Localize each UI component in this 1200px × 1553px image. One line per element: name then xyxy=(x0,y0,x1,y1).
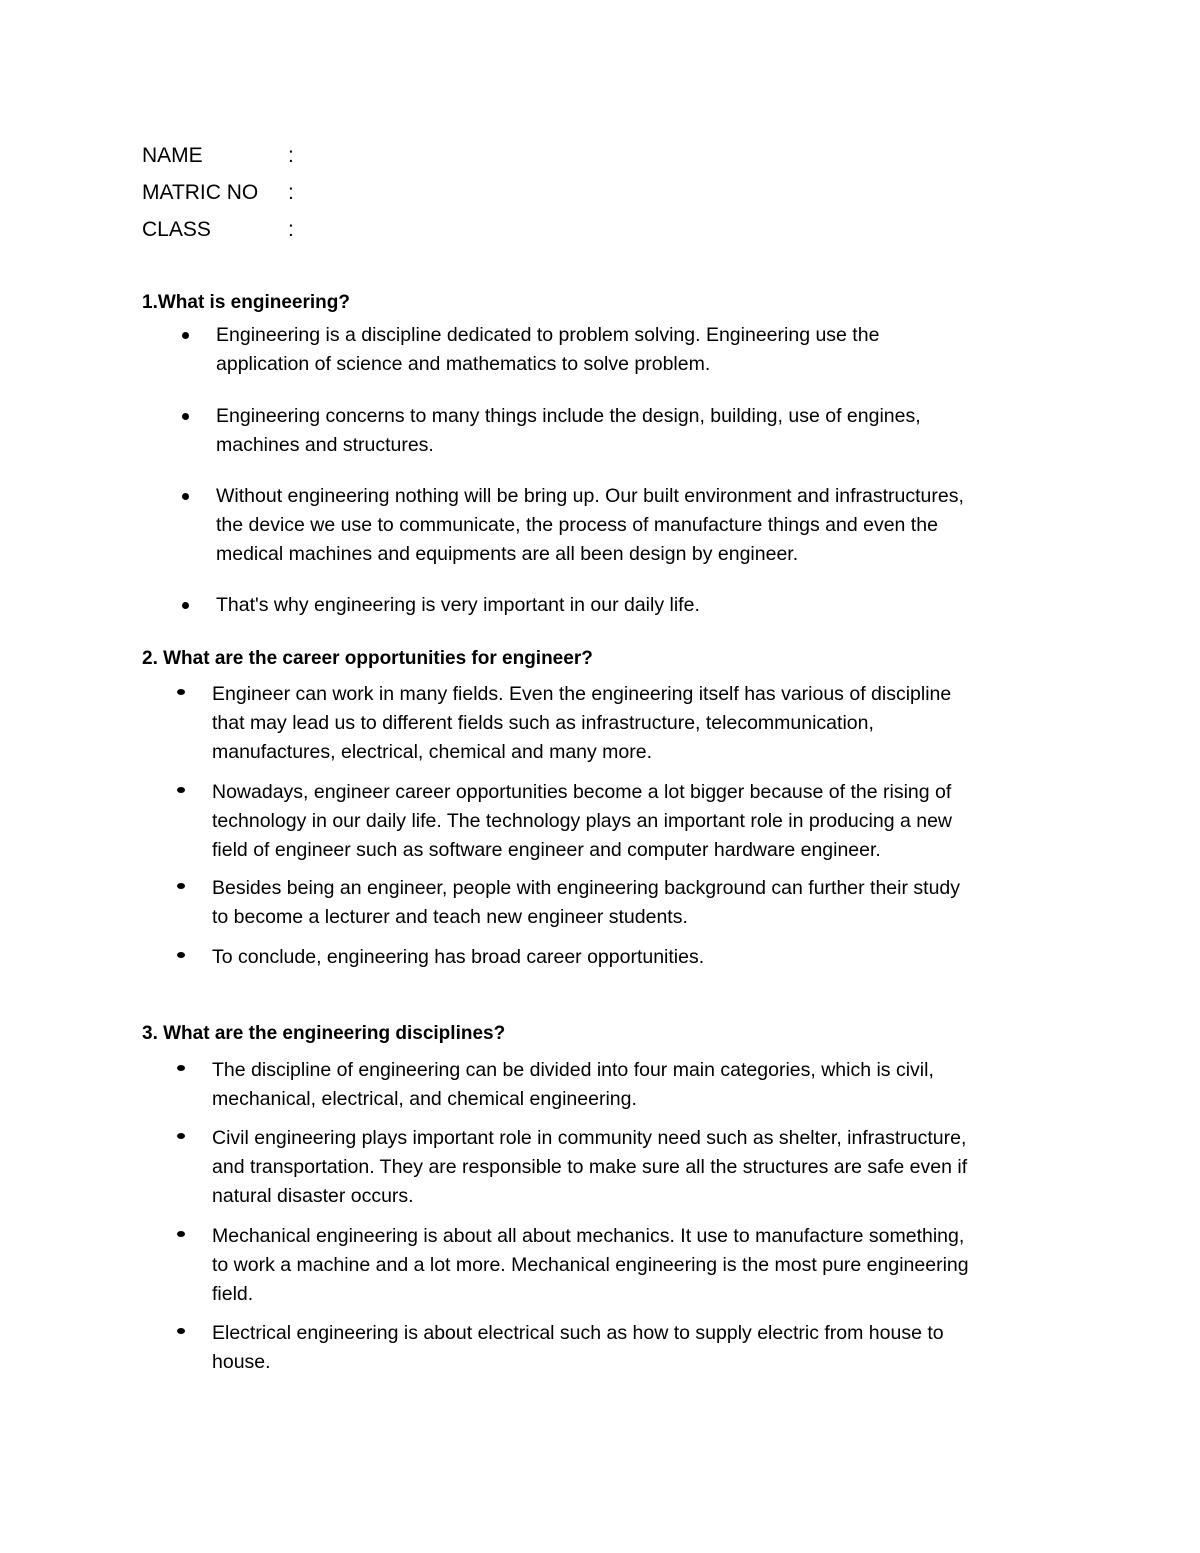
q1-bullet-3-text: Without engineering nothing will be bring up. Our built environment and infrastructures, the device we use to communicate, the process of manufacture things and even the medical machines and equipments are all been design by engineer. xyxy=(216,485,964,565)
q3-bullet-2 xyxy=(142,1124,967,1211)
q1-bullet-4-text: That's why engineering is very important in our daily life. xyxy=(216,594,700,616)
q2-bullet-4-text: To conclude, engineering has broad career opportunities. xyxy=(212,946,705,968)
q2-bullet-3 xyxy=(142,874,960,932)
q3-bullet-1-text: The discipline of engineering can be divided into four main categories, which is civil, mechanical, electrical, and chemical engineering. xyxy=(212,1059,934,1110)
bullet-icon xyxy=(177,1133,185,1139)
class-colon: : xyxy=(288,218,294,241)
q2-bullet-1-text: Engineer can work in many fields. Even the engineering itself has various of discipline that may lead us to different fields such as infrastructure, telecommunication, manufactures, electrical, chemical and many more. xyxy=(212,683,952,763)
q1-bullet-2-text: Engineering concerns to many things include the design, building, use of engines, machines and structures. xyxy=(216,405,921,456)
matric-colon: : xyxy=(288,181,294,204)
bullet-icon xyxy=(177,1065,185,1071)
q2-bullet-1 xyxy=(142,680,951,767)
q1-bullet-2 xyxy=(142,402,921,460)
q2-bullet-2-text: Nowadays, engineer career opportunities become a lot bigger because of the rising of technology in our daily life. The technology plays an important role in producing a new field of engineer such as software engineer and computer hardware engineer. xyxy=(212,781,953,861)
name-label: NAME xyxy=(142,144,203,167)
q1-bullet-1 xyxy=(142,321,879,379)
q2-bullet-3-text: Besides being an engineer, people with engineering background can further their study to become a lecturer and teach new engineer students. xyxy=(212,877,961,928)
q3-bullet-2-text: Civil engineering plays important role in community need such as shelter, infrastructure, and transportation. They are responsible to make sure all the structures are safe even if natural disaster occurs. xyxy=(212,1127,968,1207)
q1-bullet-4 xyxy=(142,591,700,620)
bullet-icon xyxy=(177,1328,185,1334)
question-3-heading: 3. What are the engineering disciplines? xyxy=(142,1023,506,1044)
name-colon: : xyxy=(288,144,294,167)
question-1-heading: 1.What is engineering? xyxy=(142,292,350,313)
bullet-icon xyxy=(177,883,185,889)
q3-bullet-4-text: Electrical engineering is about electrical such as how to supply electric from house to house. xyxy=(212,1322,944,1373)
q1-bullet-1-text: Engineering is a discipline dedicated to problem solving. Engineering use the application of science and mathematics to solve problem. xyxy=(216,324,880,375)
q1-bullet-3 xyxy=(142,482,964,569)
bullet-icon xyxy=(182,332,189,339)
bullet-icon xyxy=(182,413,189,420)
bullet-icon xyxy=(177,787,185,793)
q3-bullet-3-text: Mechanical engineering is about all about mechanics. It use to manufacture something, to work a machine and a lot more. Mechanical engineering is the most pure engineering field. xyxy=(212,1225,969,1305)
bullet-icon xyxy=(177,689,185,695)
q3-bullet-1 xyxy=(142,1056,934,1114)
q3-bullet-3 xyxy=(142,1222,969,1309)
bullet-icon xyxy=(177,952,185,958)
q2-bullet-2 xyxy=(142,778,952,865)
bullet-icon xyxy=(182,602,189,609)
question-2-heading: 2. What are the career opportunities for engineer? xyxy=(142,648,593,669)
q2-bullet-4 xyxy=(142,943,704,972)
class-label: CLASS xyxy=(142,218,211,241)
matric-label: MATRIC NO xyxy=(142,181,259,204)
q3-bullet-4 xyxy=(142,1319,944,1377)
bullet-icon xyxy=(182,493,189,500)
bullet-icon xyxy=(177,1231,185,1237)
